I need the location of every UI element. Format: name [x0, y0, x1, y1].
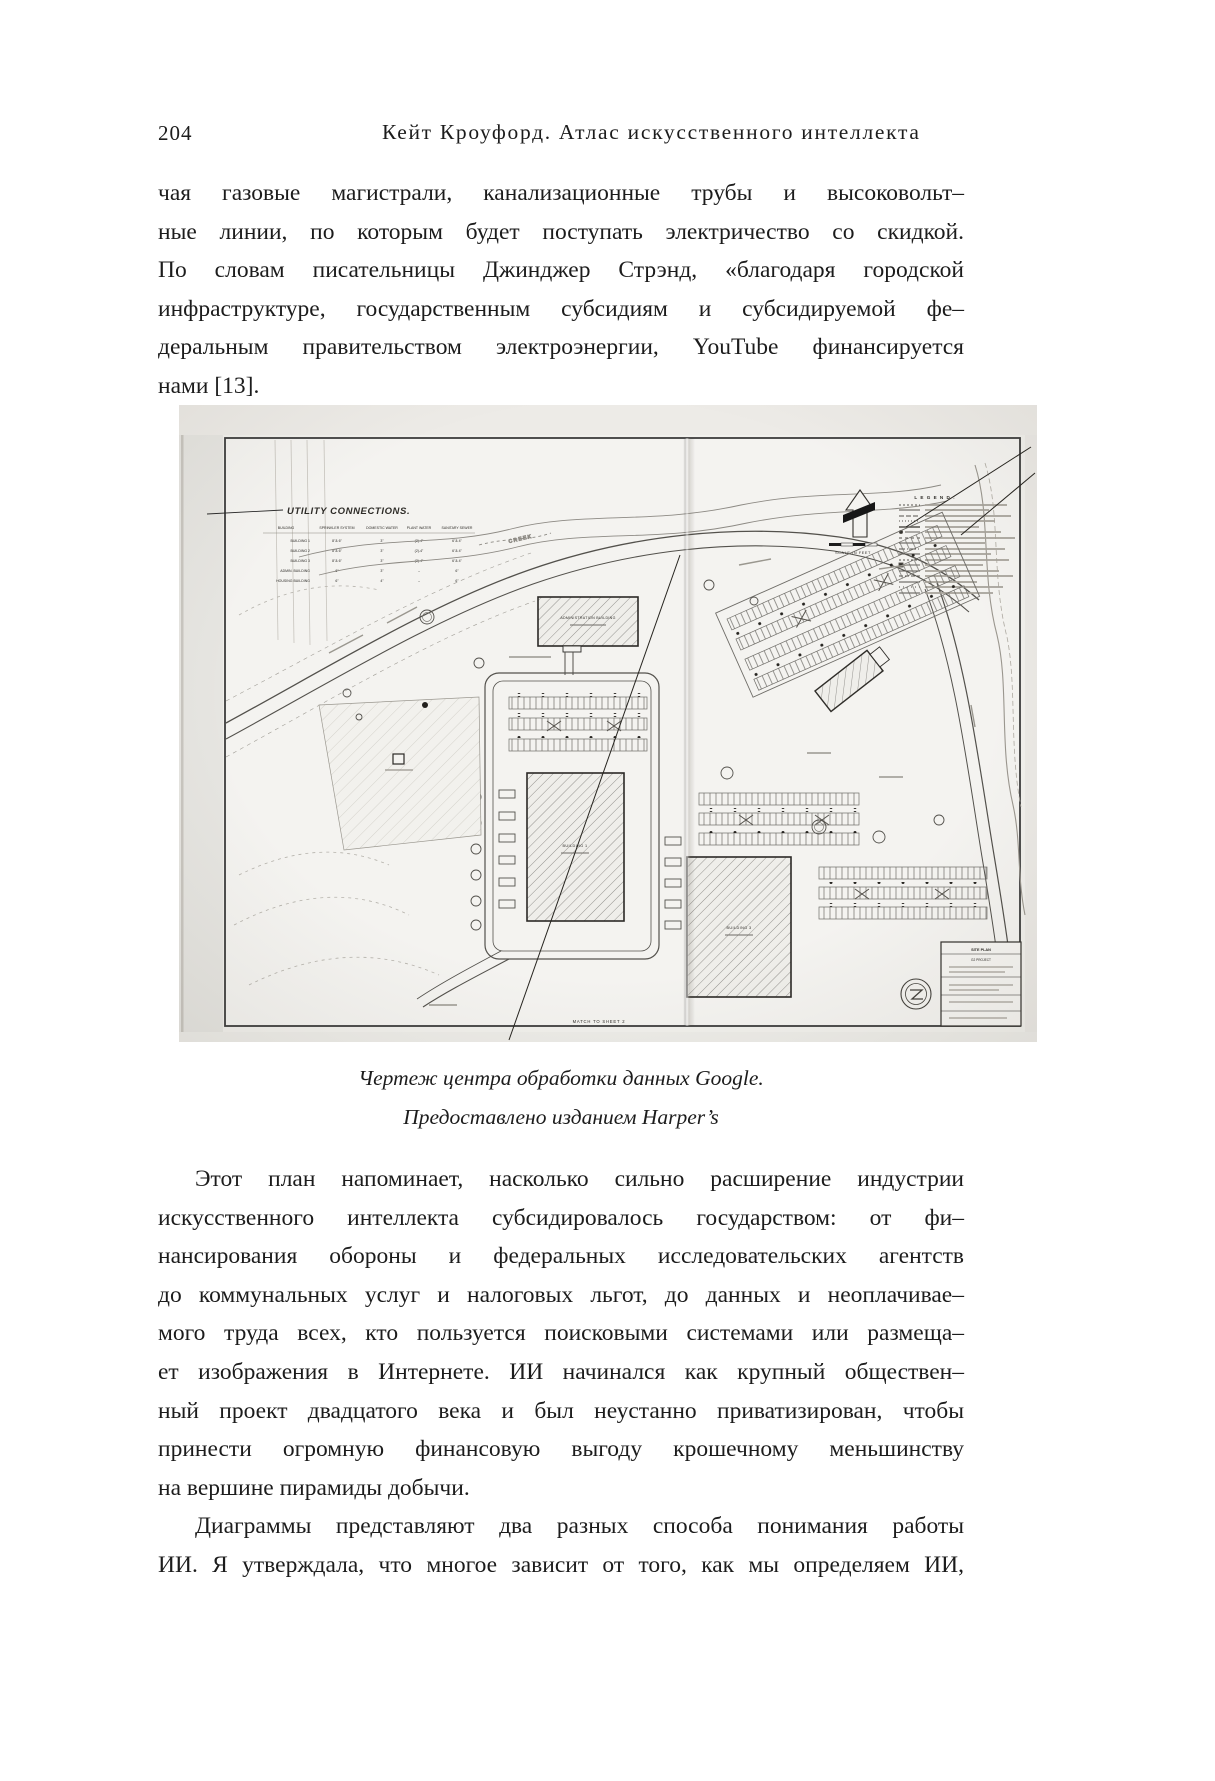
- page-header: [158, 121, 964, 153]
- caption-line: Предоставлено изданием Harper’s: [403, 1105, 719, 1129]
- text-line: чая газовые магистрали, канализационные трубы и высоковольт–: [158, 180, 964, 206]
- text-line: мого труда всех, кто пользуется поисковыми системами или размеща–: [158, 1320, 964, 1347]
- text-line: ный проект двадцатого века и был неустанно приватизирован, чтобы: [158, 1397, 964, 1424]
- text-line: Этот план напоминает, насколько сильно расширение индустрии: [195, 1166, 964, 1192]
- site-plan-drawing: [179, 405, 1037, 1042]
- page-number: 204: [158, 121, 193, 145]
- text-line: ИИ. Я утверждала, что многое зависит от того, как мы определяем ИИ,: [158, 1551, 964, 1578]
- paragraph-1: [158, 174, 964, 406]
- caption-line: Чертеж центра обработки данных Google.: [358, 1066, 764, 1090]
- text-line: до коммунальных услуг и налоговых льгот, до данных и неоплачивае–: [158, 1281, 964, 1308]
- text-line: деральным правительством электроэнергии, YouTube финансируется: [158, 334, 964, 361]
- text-line: По словам писательницы Джинджер Стрэнд, «благодаря городской: [158, 257, 964, 284]
- text-line: Диаграммы представляют два разных способа понимания работы: [195, 1513, 964, 1539]
- text-line: принести огромную финансовую выгоду крошечному меньшинству: [158, 1436, 964, 1463]
- text-line: нансирования обороны и федеральных исследовательских агентств: [158, 1243, 964, 1270]
- photo-vignette: [179, 405, 1037, 1042]
- text-line: нами [13].: [158, 372, 260, 399]
- paragraph-3: [158, 1507, 964, 1584]
- paragraph-2: [158, 1160, 964, 1507]
- blueprint-photo: [179, 405, 1037, 1042]
- text-line: на вершине пирамиды добычи.: [158, 1474, 470, 1501]
- text-line: ет изображения в Интернете. ИИ начинался как крупный обществен–: [158, 1358, 964, 1385]
- running-title: Кейт Кроуфорд. Атлас искусственного интеллекта: [382, 120, 921, 144]
- text-line: ные линии, по которым будет поступать электричество со скидкой.: [158, 218, 964, 245]
- text-line: искусственного интеллекта субсидировалось государством: от фи–: [158, 1204, 964, 1231]
- text-line: инфраструктуре, государственным субсидиям и субсидируемой фе–: [158, 295, 964, 322]
- figure-caption: [158, 1059, 964, 1137]
